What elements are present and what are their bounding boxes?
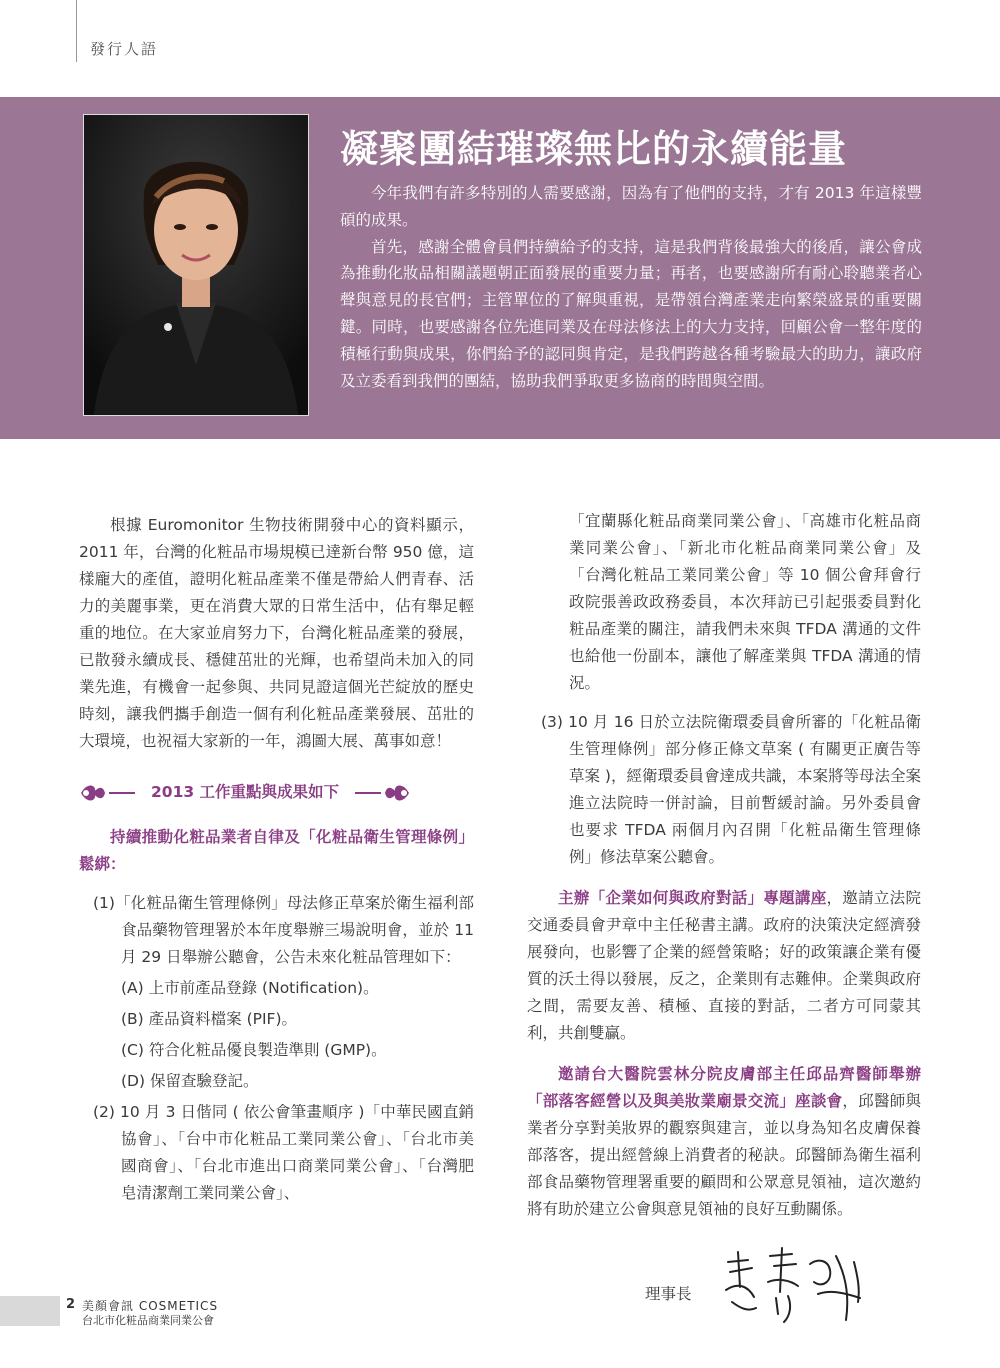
intro-text xyxy=(340,180,922,394)
topic-heading: 持續推動化粧品業者自律及「化粧品衛生管理條例」鬆綁： xyxy=(79,828,474,873)
handwritten-signature xyxy=(718,1242,868,1330)
list-item: (2) 10 月 3 日偕同 ( 依公會筆畫順序 )「中華民國直銷協會」、「台中市化粧品工業同業公會」、「台北市美國商會」、「台北市進出口商業同業公會」、「台灣肥皂清潔劑工業同業公會」、 xyxy=(93,1103,474,1202)
right-column xyxy=(527,508,921,1223)
section-heading: 2013 工作重點與成果如下 xyxy=(151,783,340,801)
left-column xyxy=(79,512,474,1207)
association-name: 台北市化粧品商業同業公會 xyxy=(82,1314,214,1327)
list-item-continued: 「宜蘭縣化粧品商業同業公會」、「高雄市化粧品商業同業公會」、「新北市化粧品商業同業公會」及「台灣化粧品工業同業公會」等 10 個公會拜會行政院張善政政務委員，本次拜訪已引起張委員對化粧品產業的關注，請我們未來與 TFDA 溝通的文件也給他一份副本，讓他了解產業與 TFDA 溝通的情況。 xyxy=(569,512,921,692)
topic-heading: 主辦「企業如何與政府對話」專題講座 xyxy=(558,889,827,907)
intro-paragraph: 今年我們有許多特別的人需要感謝，因為有了他們的支持，才有 2013 年這樣豐碩的成果。 xyxy=(340,184,922,229)
list-item: (1)「化粧品衛生管理條例」母法修正草案於衛生福利部食品藥物管理署於本年度舉辦三場說明會，並於 11 月 29 日舉辦公聽會，公告未來化粧品管理如下： xyxy=(93,894,474,966)
header-divider xyxy=(76,0,77,62)
section-heading-row xyxy=(79,779,474,806)
fleur-right-icon xyxy=(353,780,411,806)
opening-paragraph: 根據 Euromonitor 生物技術開發中心的資料顯示，2011 年，台灣的化粧品市場規模已達新台幣 950 億，這樣龐大的產值，證明化粧品產業不僅是帶給人們青春、活力的美麗事業，更在消費大眾的日常生活中，佔有舉足輕重的地位。在大家並肩努力下，台灣化粧品產業的發展，已散發永續成長、穩健茁壯的光輝，也希望尚未加入的同業先進，有機會一起參與、共同見證這個光芒綻放的歷史時刻，讓我們攜手創造一個有利化粧品產業發展、茁壯的大環境，也祝福大家新的一年，鴻圖大展、萬事如意！ xyxy=(79,516,474,750)
fleur-left-icon xyxy=(79,780,137,806)
publication-name: 美顏會訊 COSMETICS xyxy=(82,1299,219,1313)
topic-paragraph xyxy=(527,885,921,1047)
footer-bar xyxy=(0,1296,60,1326)
page-number: 2 xyxy=(66,1297,76,1312)
signature-label: 理事長 xyxy=(645,1285,692,1303)
list-item: (3) 10 月 16 日於立法院衛環委員會所審的「化粧品衛生管理條例」部分修正條文草案 ( 有關更正廣告等草案 )，經衛環委員會達成共識，本案將等母法全案進立法院時一併討論，目前暫緩討論。另外委員會也要求 TFDA 兩個月內召開「化粧品衛生管理條例」修法草案公聽會。 xyxy=(541,713,921,866)
section-label: 發行人語 xyxy=(90,40,159,58)
sub-list-item: (C) 符合化粧品優良製造準則 (GMP)。 xyxy=(121,1041,387,1059)
intro-paragraph: 首先，感謝全體會員們持續給予的支持，這是我們背後最強大的後盾，讓公會成為推動化妝品相關議題朝正面發展的重要力量；再者，也要感謝所有耐心聆聽業者心聲與意見的長官們；主管單位的了解與重視，是帶領台灣產業走向繁榮盛景的重要關鍵。同時，也要感謝各位先進同業及在母法修法上的大力支持，回顧公會一整年度的積極行動與成果，你們給予的認同與肯定，是我們跨越各種考驗最大的助力，讓政府及立委看到我們的團結，協助我們爭取更多協商的時間與空間。 xyxy=(340,237,922,390)
headline: 凝聚團結璀璨無比的永續能量 xyxy=(340,126,848,171)
topic-paragraph xyxy=(527,1061,921,1223)
sub-list-item: (B) 產品資料檔案 (PIF)。 xyxy=(121,1010,298,1028)
portrait-photo xyxy=(83,114,309,416)
topic-heading: 邀請台大醫院雲林分院皮膚部主任邱品齊醫師舉辦「部落客經營以及與美妝業廟景交流」座談會 xyxy=(527,1065,921,1110)
topic-body: ，邱醫師與業者分享對美妝界的觀察與建言，並以身為知名皮膚保養部落客，提出經營線上消費者的秘訣。邱醫師為衛生福利部食品藥物管理署重要的顧問和公眾意見領袖，這次邀約將有助於建立公會與意見領袖的良好互動關係。 xyxy=(527,1092,921,1218)
topic-body: ，邀請立法院交通委員會尹章中主任秘書主講。政府的決策決定經濟發展發向，也影響了企業的經營策略；好的政策讓企業有優質的沃土得以發展，反之，企業則有志難伸。企業與政府之間，需要友善、積極、直接的對話，二者方可同蒙其利，共創雙贏。 xyxy=(527,889,921,1042)
sub-list-item: (A) 上市前產品登錄 (Notification)。 xyxy=(121,979,379,997)
sub-list-item: (D) 保留查驗登記。 xyxy=(121,1072,259,1090)
